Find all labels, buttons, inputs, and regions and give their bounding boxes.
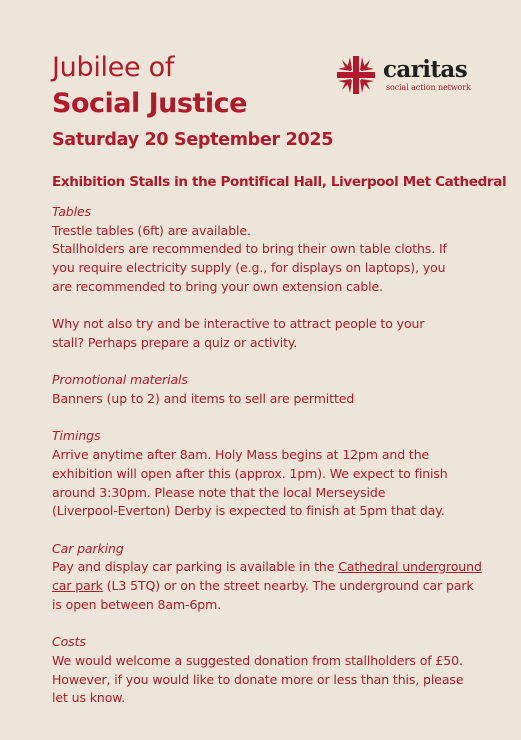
costs-heading: Costs: [52, 634, 86, 650]
section-costs: [52, 633, 492, 708]
parking-line: [52, 577, 492, 596]
parking-line: [52, 558, 492, 577]
section-tables: [52, 203, 492, 297]
timings-line: around 3:30pm. Please note that the local Merseyside: [52, 484, 386, 500]
interactive-line: stall? Perhaps prepare a quiz or activity.: [52, 334, 298, 350]
cathedral-car-park-link-cont[interactable]: car park: [52, 578, 103, 593]
caritas-logo: [333, 52, 473, 98]
costs-line: let us know.: [52, 690, 126, 706]
timings-line: exhibition will open after this (approx. 1pm). We expect to finish: [52, 465, 448, 481]
document-body: [52, 203, 492, 727]
promo-line: Banners (up to 2) and items to sell are permitted: [52, 391, 355, 406]
section-timings: [52, 427, 492, 521]
costs-line: However, if you would like to donate more or less than this, please: [52, 671, 464, 687]
tables-line: you require electricity supply (e.g., for displays on laptops), you: [52, 260, 446, 276]
parking-text: Pay and display car parking is available in the: [52, 559, 339, 575]
tables-heading: Tables: [52, 204, 91, 219]
timings-line: Arrive anytime after 8am. Holy Mass begins at 12pm and the: [52, 447, 430, 463]
section-car-parking: [52, 540, 492, 615]
parking-text: (L3 5TQ) or on the street nearby. The underground car park: [102, 578, 474, 593]
section-promotional-materials: [52, 371, 492, 408]
logo-wordmark: caritas: [383, 56, 468, 83]
parking-line: is open between 8am-6pm.: [52, 596, 222, 612]
costs-line: We would welcome a suggested donation from stallholders of £50.: [52, 652, 463, 668]
event-date: Saturday 20 September 2025: [52, 130, 334, 150]
tables-line: are recommended to bring your own extension cable.: [52, 278, 384, 294]
caritas-cross-flame-icon: [333, 52, 379, 98]
promo-heading: Promotional materials: [52, 372, 188, 388]
cathedral-car-park-link[interactable]: Cathedral underground: [338, 559, 482, 575]
title-line-1: Jubilee of: [52, 52, 175, 83]
interactive-line: Why not also try and be interactive to attract people to your: [52, 316, 425, 332]
timings-line: (Liverpool-Everton) Derby is expected to finish at 5pm that day.: [52, 503, 445, 519]
tables-line: Trestle tables (6ft) are available.: [52, 222, 251, 238]
parking-heading: Car parking: [52, 540, 124, 556]
logo-tagline: social action network: [386, 83, 471, 92]
section-interactive: [52, 315, 492, 352]
title-line-2: Social Justice: [52, 88, 247, 119]
timings-heading: Timings: [52, 428, 101, 444]
exhibition-subheading: Exhibition Stalls in the Pontifical Hall, Liverpool Met Cathedral: [52, 174, 507, 190]
tables-line: Stallholders are recommended to bring their own table cloths. If: [52, 241, 447, 257]
